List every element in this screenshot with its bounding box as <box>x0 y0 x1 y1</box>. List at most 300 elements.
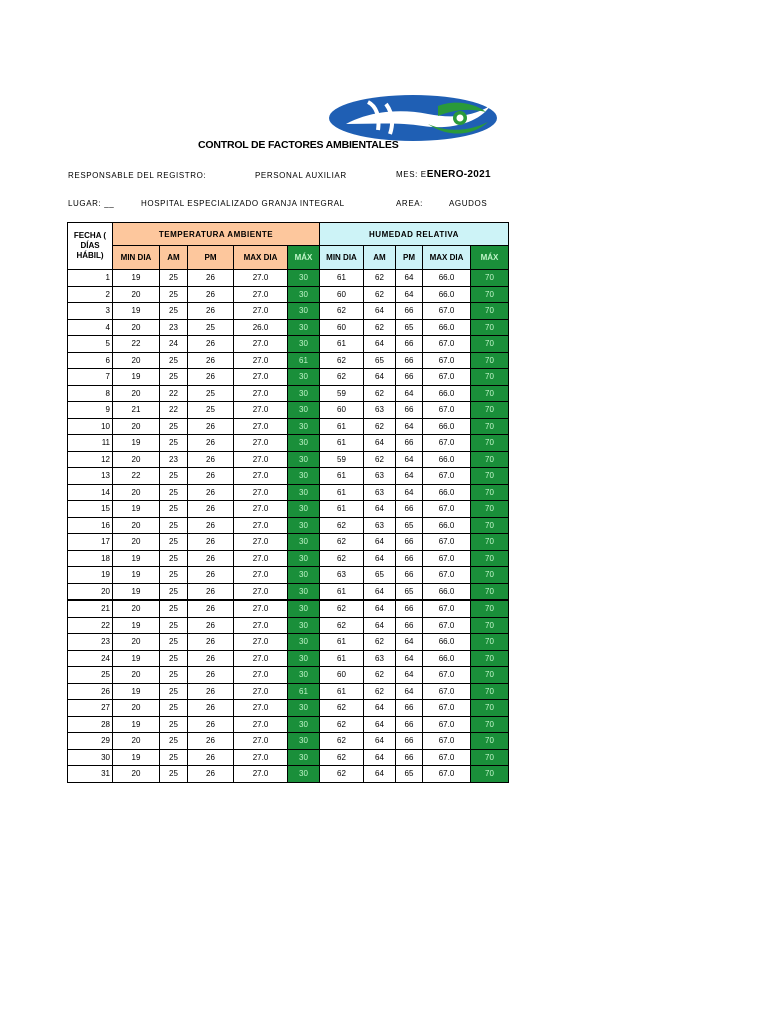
hum-pm-cell: 64 <box>396 270 423 287</box>
temp-min-cell: 20 <box>113 667 160 684</box>
hum-am-cell: 64 <box>364 534 396 551</box>
fecha-cell: 20 <box>68 583 113 600</box>
temp-pm-cell: 26 <box>188 270 234 287</box>
temp-max-cell: 30 <box>288 733 320 750</box>
hum-max-cell: 70 <box>471 451 509 468</box>
hum-am-cell: 65 <box>364 567 396 584</box>
hum-max-cell: 70 <box>471 468 509 485</box>
hum-maxdia-cell: 66.0 <box>423 270 471 287</box>
temp-pm-cell: 26 <box>188 634 234 651</box>
table-row <box>68 270 509 287</box>
hum-min-cell: 62 <box>320 352 364 369</box>
hum-am-cell: 64 <box>364 501 396 518</box>
hum-am-cell: 63 <box>364 484 396 501</box>
hum-am-cell: 64 <box>364 600 396 617</box>
table-row <box>68 303 509 320</box>
hum-min-cell: 61 <box>320 336 364 353</box>
temp-max-cell: 61 <box>288 683 320 700</box>
temp-min-cell: 19 <box>113 550 160 567</box>
temp-pm-cell: 26 <box>188 517 234 534</box>
hum-am-cell: 64 <box>364 716 396 733</box>
temp-max-cell: 30 <box>288 716 320 733</box>
temp-pm-cell: 25 <box>188 319 234 336</box>
hum-maxdia-cell: 67.0 <box>423 435 471 452</box>
temp-max-cell: 30 <box>288 667 320 684</box>
table-row <box>68 567 509 584</box>
temp-min-cell: 22 <box>113 468 160 485</box>
temp-max-cell: 30 <box>288 550 320 567</box>
temp-max-cell: 30 <box>288 534 320 551</box>
hum-am-cell: 64 <box>364 749 396 766</box>
hum-pm-cell: 66 <box>396 600 423 617</box>
table-row <box>68 451 509 468</box>
hum-min-cell: 59 <box>320 451 364 468</box>
temp-min-cell: 20 <box>113 600 160 617</box>
temp-pm-cell: 26 <box>188 617 234 634</box>
hum-min-cell: 62 <box>320 550 364 567</box>
hum-am-cell: 63 <box>364 650 396 667</box>
temp-min-cell: 21 <box>113 402 160 419</box>
hum-am-cell: 64 <box>364 435 396 452</box>
temp-maxdia-cell: 27.0 <box>234 435 288 452</box>
temp-max-cell: 30 <box>288 567 320 584</box>
hum-max-cell: 70 <box>471 534 509 551</box>
page-title: CONTROL DE FACTORES AMBIENTALES <box>198 139 399 151</box>
fecha-cell: 25 <box>68 667 113 684</box>
hum-min-cell: 62 <box>320 303 364 320</box>
fecha-cell: 11 <box>68 435 113 452</box>
temp-min-cell: 19 <box>113 303 160 320</box>
temp-am-cell: 22 <box>160 402 188 419</box>
hum-max-cell: 70 <box>471 766 509 783</box>
temp-maxdia-cell: 27.0 <box>234 369 288 386</box>
temp-min-cell: 20 <box>113 319 160 336</box>
hum-max-cell: 70 <box>471 336 509 353</box>
hum-am-cell: 62 <box>364 286 396 303</box>
hum-maxdia-cell: 67.0 <box>423 369 471 386</box>
temp-max-cell: 30 <box>288 270 320 287</box>
temp-am-cell: 25 <box>160 550 188 567</box>
temp-pm-cell: 26 <box>188 484 234 501</box>
temp-am-cell: 25 <box>160 435 188 452</box>
table-row <box>68 700 509 717</box>
temp-pm-cell: 26 <box>188 501 234 518</box>
temp-am-cell: 25 <box>160 303 188 320</box>
hum-max-cell: 70 <box>471 567 509 584</box>
temp-maxdia-cell: 27.0 <box>234 766 288 783</box>
hum-pm-cell: 65 <box>396 319 423 336</box>
table-row <box>68 716 509 733</box>
hum-max-cell: 70 <box>471 352 509 369</box>
temp-pm-cell: 26 <box>188 435 234 452</box>
hum-maxdia-cell: 66.0 <box>423 484 471 501</box>
temp-am-cell: 25 <box>160 600 188 617</box>
temp-am-cell: 25 <box>160 749 188 766</box>
responsable-label: RESPONSABLE DEL REGISTRO: <box>68 171 207 180</box>
hum-min-cell: 62 <box>320 534 364 551</box>
temp-max-cell: 30 <box>288 451 320 468</box>
hum-max-cell: 70 <box>471 435 509 452</box>
temp-max-cell: 30 <box>288 600 320 617</box>
temp-am-cell: 25 <box>160 567 188 584</box>
hum-min-cell: 61 <box>320 418 364 435</box>
temp-pm-cell: 26 <box>188 583 234 600</box>
temp-am-cell: 22 <box>160 385 188 402</box>
hum-am-cell: 62 <box>364 451 396 468</box>
temp-pm-cell: 26 <box>188 550 234 567</box>
temp-min-cell: 20 <box>113 286 160 303</box>
temp-pm-cell: 26 <box>188 286 234 303</box>
temp-min-cell: 22 <box>113 336 160 353</box>
fecha-cell: 29 <box>68 733 113 750</box>
hum-pm-cell: 64 <box>396 667 423 684</box>
temp-max-header: MÁX <box>288 246 320 270</box>
temp-max-cell: 30 <box>288 501 320 518</box>
hum-pm-cell: 66 <box>396 352 423 369</box>
temp-pm-cell: 26 <box>188 451 234 468</box>
temp-min-cell: 19 <box>113 650 160 667</box>
hum-am-header: AM <box>364 246 396 270</box>
temp-am-cell: 25 <box>160 517 188 534</box>
hum-max-cell: 70 <box>471 733 509 750</box>
hum-am-cell: 64 <box>364 369 396 386</box>
hum-pm-cell: 66 <box>396 567 423 584</box>
hospital-logo <box>328 94 498 142</box>
fecha-cell: 5 <box>68 336 113 353</box>
hum-max-cell: 70 <box>471 501 509 518</box>
hum-pm-cell: 66 <box>396 749 423 766</box>
hum-min-cell: 63 <box>320 567 364 584</box>
hum-am-cell: 64 <box>364 550 396 567</box>
fecha-cell: 1 <box>68 270 113 287</box>
mes-field <box>396 169 491 180</box>
temp-am-cell: 24 <box>160 336 188 353</box>
temp-min-cell: 20 <box>113 385 160 402</box>
hum-pm-cell: 66 <box>396 716 423 733</box>
hum-pm-cell: 65 <box>396 517 423 534</box>
fecha-cell: 31 <box>68 766 113 783</box>
fecha-cell: 21 <box>68 600 113 617</box>
hum-pm-cell: 66 <box>396 617 423 634</box>
hum-maxdia-cell: 66.0 <box>423 451 471 468</box>
temp-am-cell: 25 <box>160 766 188 783</box>
mes-value: ENERO-2021 <box>426 169 491 180</box>
hum-min-cell: 62 <box>320 749 364 766</box>
temp-min-cell: 20 <box>113 700 160 717</box>
hum-pm-cell: 66 <box>396 733 423 750</box>
temp-maxdia-cell: 27.0 <box>234 583 288 600</box>
hum-max-cell: 70 <box>471 634 509 651</box>
table-row <box>68 667 509 684</box>
hum-max-cell: 70 <box>471 600 509 617</box>
hum-am-cell: 63 <box>364 517 396 534</box>
temp-pm-cell: 26 <box>188 749 234 766</box>
table-row <box>68 634 509 651</box>
temp-pm-cell: 25 <box>188 385 234 402</box>
lugar-label: LUGAR: __ <box>68 199 115 208</box>
hum-min-cell: 61 <box>320 650 364 667</box>
hum-am-cell: 62 <box>364 418 396 435</box>
fecha-cell: 23 <box>68 634 113 651</box>
hum-min-cell: 62 <box>320 733 364 750</box>
temp-maxdia-cell: 27.0 <box>234 336 288 353</box>
hum-pm-cell: 66 <box>396 550 423 567</box>
temp-maxdia-cell: 27.0 <box>234 749 288 766</box>
temp-min-cell: 20 <box>113 733 160 750</box>
table-row <box>68 650 509 667</box>
hum-pm-cell: 66 <box>396 501 423 518</box>
hum-min-cell: 61 <box>320 468 364 485</box>
fecha-cell: 8 <box>68 385 113 402</box>
fecha-cell: 2 <box>68 286 113 303</box>
temp-max-cell: 30 <box>288 634 320 651</box>
temp-max-cell: 30 <box>288 617 320 634</box>
fecha-cell: 13 <box>68 468 113 485</box>
fecha-cell: 18 <box>68 550 113 567</box>
hum-min-cell: 60 <box>320 402 364 419</box>
hum-min-cell: 61 <box>320 435 364 452</box>
fecha-header: FECHA ( DÍAS HÁBIL) <box>68 223 113 270</box>
table-row <box>68 385 509 402</box>
hum-am-cell: 64 <box>364 336 396 353</box>
hum-min-cell: 60 <box>320 667 364 684</box>
hum-pm-cell: 64 <box>396 385 423 402</box>
hum-maxdia-cell: 67.0 <box>423 700 471 717</box>
hum-am-cell: 64 <box>364 617 396 634</box>
hum-am-cell: 64 <box>364 583 396 600</box>
temp-maxdia-cell: 27.0 <box>234 617 288 634</box>
fecha-cell: 9 <box>68 402 113 419</box>
temp-pm-cell: 26 <box>188 733 234 750</box>
hum-am-cell: 62 <box>364 667 396 684</box>
temp-maxdia-cell: 27.0 <box>234 634 288 651</box>
hum-am-cell: 64 <box>364 700 396 717</box>
hum-am-cell: 62 <box>364 385 396 402</box>
hum-min-cell: 62 <box>320 716 364 733</box>
area-value: AGUDOS <box>449 199 488 208</box>
hum-pm-cell: 66 <box>396 534 423 551</box>
temp-min-cell: 20 <box>113 484 160 501</box>
table-row <box>68 286 509 303</box>
hum-max-cell: 70 <box>471 270 509 287</box>
hum-maxdia-cell: 66.0 <box>423 418 471 435</box>
temp-min-cell: 19 <box>113 270 160 287</box>
temp-min-cell: 19 <box>113 567 160 584</box>
temp-pm-cell: 26 <box>188 468 234 485</box>
hum-maxdia-cell: 66.0 <box>423 286 471 303</box>
fecha-cell: 24 <box>68 650 113 667</box>
temp-maxdia-cell: 27.0 <box>234 550 288 567</box>
area-label: AREA: <box>396 199 424 208</box>
temp-maxdia-cell: 27.0 <box>234 716 288 733</box>
hum-min-cell: 61 <box>320 583 364 600</box>
temp-min-cell: 19 <box>113 617 160 634</box>
temp-min-cell: 20 <box>113 517 160 534</box>
temp-maxdia-cell: 26.0 <box>234 319 288 336</box>
temp-maxdia-cell: 27.0 <box>234 385 288 402</box>
hum-min-cell: 61 <box>320 683 364 700</box>
temp-pm-cell: 26 <box>188 303 234 320</box>
hum-pm-cell: 66 <box>396 435 423 452</box>
hum-maxdia-cell: 67.0 <box>423 733 471 750</box>
temp-am-cell: 25 <box>160 650 188 667</box>
hum-max-cell: 70 <box>471 484 509 501</box>
hum-pm-cell: 64 <box>396 286 423 303</box>
hum-pm-cell: 65 <box>396 766 423 783</box>
hum-min-cell: 61 <box>320 270 364 287</box>
hum-maxdia-cell: 66.0 <box>423 650 471 667</box>
table-row <box>68 517 509 534</box>
temp-pm-cell: 26 <box>188 667 234 684</box>
hum-pm-cell: 64 <box>396 683 423 700</box>
table-row <box>68 352 509 369</box>
table-row <box>68 534 509 551</box>
fecha-cell: 4 <box>68 319 113 336</box>
hum-maxdia-cell: 67.0 <box>423 303 471 320</box>
hum-am-cell: 62 <box>364 634 396 651</box>
temp-am-cell: 25 <box>160 700 188 717</box>
temp-am-cell: 25 <box>160 634 188 651</box>
temp-maxdia-cell: 27.0 <box>234 451 288 468</box>
temp-maxdia-cell: 27.0 <box>234 534 288 551</box>
temp-am-cell: 25 <box>160 733 188 750</box>
temp-maxdia-cell: 27.0 <box>234 501 288 518</box>
temp-am-cell: 25 <box>160 683 188 700</box>
responsable-value: PERSONAL AUXILIAR <box>255 171 347 180</box>
temp-pm-cell: 26 <box>188 418 234 435</box>
hum-am-cell: 65 <box>364 352 396 369</box>
hum-pm-cell: 64 <box>396 451 423 468</box>
hum-am-cell: 63 <box>364 468 396 485</box>
temp-am-cell: 23 <box>160 319 188 336</box>
fecha-cell: 14 <box>68 484 113 501</box>
table-row <box>68 369 509 386</box>
hum-pm-cell: 64 <box>396 418 423 435</box>
hum-min-header: MIN DIA <box>320 246 364 270</box>
hum-max-cell: 70 <box>471 369 509 386</box>
temp-am-cell: 25 <box>160 716 188 733</box>
temp-min-cell: 19 <box>113 683 160 700</box>
temp-min-cell: 19 <box>113 749 160 766</box>
temp-max-cell: 30 <box>288 766 320 783</box>
table-row <box>68 683 509 700</box>
hum-max-header: MÁX <box>471 246 509 270</box>
temp-maxdia-cell: 27.0 <box>234 303 288 320</box>
hum-min-cell: 60 <box>320 319 364 336</box>
hum-am-cell: 62 <box>364 319 396 336</box>
temp-am-cell: 25 <box>160 583 188 600</box>
hum-max-cell: 70 <box>471 303 509 320</box>
hum-maxdia-cell: 67.0 <box>423 402 471 419</box>
temp-am-cell: 25 <box>160 667 188 684</box>
hum-maxdia-cell: 67.0 <box>423 617 471 634</box>
hum-max-cell: 70 <box>471 716 509 733</box>
hum-am-cell: 64 <box>364 733 396 750</box>
temp-am-cell: 25 <box>160 501 188 518</box>
hum-max-cell: 70 <box>471 418 509 435</box>
temp-min-cell: 20 <box>113 766 160 783</box>
fecha-cell: 6 <box>68 352 113 369</box>
hum-max-cell: 70 <box>471 550 509 567</box>
hum-pm-cell: 64 <box>396 468 423 485</box>
hum-max-cell: 70 <box>471 749 509 766</box>
temp-max-cell: 30 <box>288 700 320 717</box>
table-row <box>68 733 509 750</box>
temp-maxdia-cell: 27.0 <box>234 700 288 717</box>
hum-maxdia-cell: 66.0 <box>423 634 471 651</box>
humedad-group-header: HUMEDAD RELATIVA <box>320 223 509 246</box>
hum-max-cell: 70 <box>471 402 509 419</box>
hum-pm-cell: 64 <box>396 634 423 651</box>
hum-maxdia-cell: 66.0 <box>423 583 471 600</box>
hum-max-cell: 70 <box>471 617 509 634</box>
temp-pm-cell: 26 <box>188 683 234 700</box>
temp-min-cell: 20 <box>113 352 160 369</box>
hum-maxdia-cell: 67.0 <box>423 352 471 369</box>
table-row <box>68 484 509 501</box>
temp-maxdia-cell: 27.0 <box>234 683 288 700</box>
hum-pm-header: PM <box>396 246 423 270</box>
hum-maxdia-cell: 67.0 <box>423 501 471 518</box>
table-row <box>68 468 509 485</box>
fecha-cell: 28 <box>68 716 113 733</box>
hum-max-cell: 70 <box>471 517 509 534</box>
temp-pm-cell: 26 <box>188 766 234 783</box>
hum-max-cell: 70 <box>471 286 509 303</box>
hum-min-cell: 62 <box>320 369 364 386</box>
temp-max-cell: 30 <box>288 435 320 452</box>
hum-maxdia-cell: 67.0 <box>423 336 471 353</box>
temp-max-cell: 30 <box>288 468 320 485</box>
temp-pm-cell: 25 <box>188 402 234 419</box>
temp-max-cell: 30 <box>288 583 320 600</box>
temp-pm-cell: 26 <box>188 352 234 369</box>
temp-pm-cell: 26 <box>188 716 234 733</box>
hum-maxdia-cell: 66.0 <box>423 319 471 336</box>
temp-am-cell: 25 <box>160 270 188 287</box>
temp-maxdia-cell: 27.0 <box>234 517 288 534</box>
hum-pm-cell: 66 <box>396 369 423 386</box>
hum-max-cell: 70 <box>471 385 509 402</box>
temp-max-cell: 30 <box>288 517 320 534</box>
table-row <box>68 617 509 634</box>
hum-min-cell: 60 <box>320 286 364 303</box>
mes-label: MES: E <box>396 170 427 179</box>
hum-max-cell: 70 <box>471 700 509 717</box>
hum-max-cell: 70 <box>471 650 509 667</box>
temp-min-header: MIN DIA <box>113 246 160 270</box>
temp-min-cell: 19 <box>113 369 160 386</box>
hum-pm-cell: 66 <box>396 402 423 419</box>
temp-min-cell: 19 <box>113 583 160 600</box>
table-row <box>68 600 509 617</box>
hum-pm-cell: 64 <box>396 484 423 501</box>
fecha-cell: 30 <box>68 749 113 766</box>
hum-min-cell: 61 <box>320 484 364 501</box>
temp-max-cell: 30 <box>288 336 320 353</box>
temp-min-cell: 20 <box>113 451 160 468</box>
fecha-cell: 16 <box>68 517 113 534</box>
temp-max-cell: 30 <box>288 385 320 402</box>
fecha-cell: 19 <box>68 567 113 584</box>
temp-am-cell: 25 <box>160 534 188 551</box>
temp-max-cell: 30 <box>288 286 320 303</box>
hum-min-cell: 61 <box>320 501 364 518</box>
hum-maxdia-cell: 67.0 <box>423 567 471 584</box>
temp-maxdia-cell: 27.0 <box>234 402 288 419</box>
temp-pm-header: PM <box>188 246 234 270</box>
temp-maxdia-header: MAX DIA <box>234 246 288 270</box>
